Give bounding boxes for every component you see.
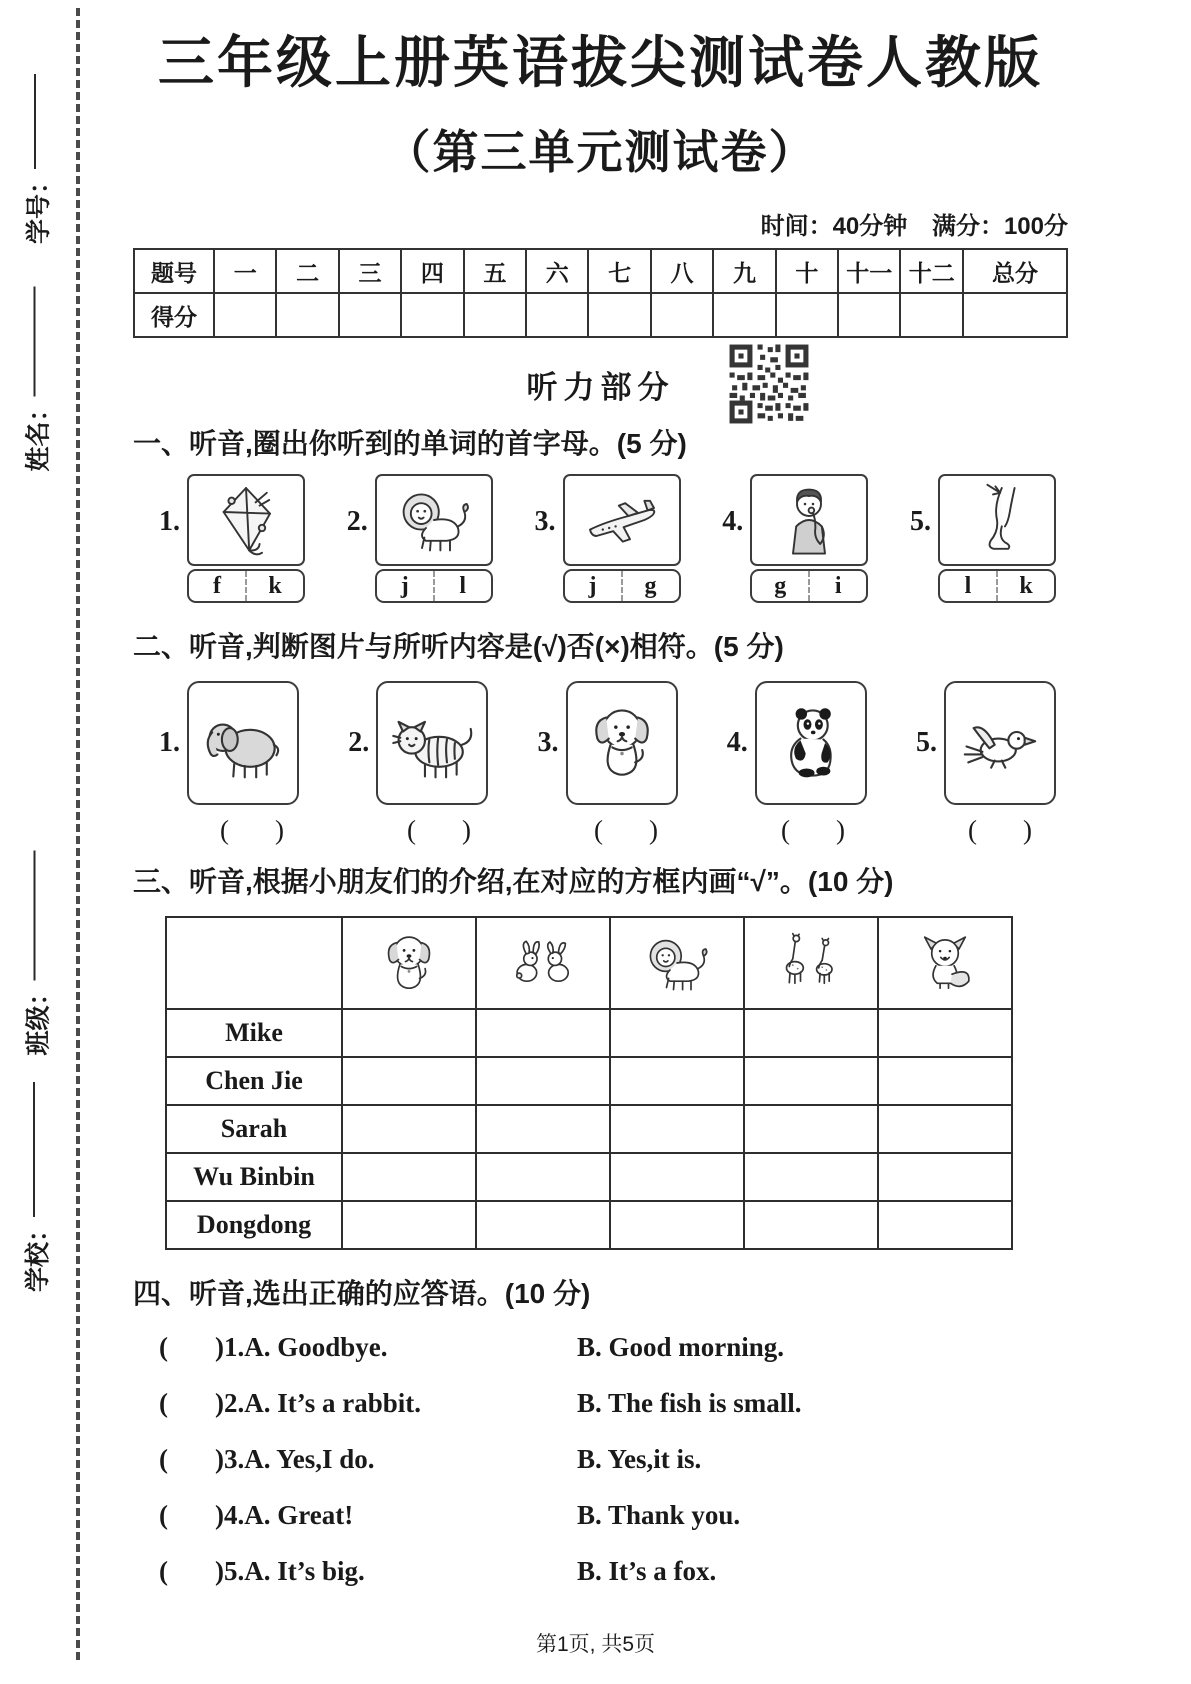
answer-cell [342,1009,476,1057]
section2-title: 二、听音,判断图片与所听内容是(√)否(×)相符。(5 分) [133,631,784,662]
table-row [166,1105,1012,1153]
question-row [133,1442,1068,1476]
write-line [33,287,35,397]
score-cell [900,293,963,337]
score-col: 二 [276,249,338,293]
paren-open: ( [968,815,977,845]
page-footer: 第1页, 共5页 [535,1633,656,1656]
item-number: 1. [159,727,180,758]
school-field [14,1082,58,1292]
name-label: 姓名： [24,396,53,472]
paren-open: ( [781,815,790,845]
section2-item [348,681,488,805]
letter-choice-box [187,569,305,603]
table-row [166,1201,1012,1249]
option-a: )4.A. Great! [215,1500,354,1530]
item-number: 2. [348,727,370,758]
score-cell [464,293,526,337]
rabbits-icon [476,917,610,1009]
paren-close: ) [836,815,845,845]
answer-cell [878,1153,1012,1201]
paren-open: ( [407,815,416,845]
score-col: 四 [401,249,463,293]
score-cell [776,293,838,337]
section2-item [727,681,867,805]
letter-option: j [400,572,409,599]
score-table [133,248,1068,338]
answer-cell [342,1153,476,1201]
student-number-label: 学号： [25,168,53,244]
section1-item [910,474,1056,603]
section4-questions [133,1330,1068,1588]
score-col: 七 [588,249,650,293]
answer-cell [476,1153,610,1201]
student-name: Sarah [166,1105,342,1153]
answer-cell [476,1105,610,1153]
page-title: 三年级上册英语拔尖测试卷人教版 [158,31,1043,94]
section1-title: 一、听音,圈出你听到的单词的首字母。(5 分) [133,428,687,459]
class-label: 班级： [24,980,53,1056]
answer-cell [610,1201,744,1249]
letter-option: f [213,572,221,599]
lion-icon [375,474,493,566]
question-number: )2. [215,1388,245,1418]
item-number: 2. [346,505,368,537]
section1-items [133,462,1068,603]
letter-option: j [588,572,597,599]
write-line [33,1082,35,1217]
answer-cell [878,1201,1012,1249]
section2-item [916,681,1056,805]
score-cell [963,293,1067,337]
score-cell [339,293,401,337]
answer-bracket [720,815,869,846]
option-b: B. Good morning. [577,1332,785,1362]
score-cell [713,293,775,337]
name-field [15,287,59,472]
question-row [133,1498,1068,1532]
option-a: )5.A. It’s big. [215,1556,365,1586]
table-row [166,1057,1012,1105]
section3-header-row [166,917,1012,1009]
answer-cell [476,1201,610,1249]
letter-option: g [621,571,679,601]
answer-cell [878,1105,1012,1153]
student-name: Wu Binbin [166,1153,342,1201]
letter-option: l [964,572,972,599]
student-name: Chen Jie [166,1057,342,1105]
answer-cell [744,1201,878,1249]
question-number: )4. [215,1500,245,1530]
letter-option: l [433,571,491,601]
answer-bracket [346,815,495,846]
question-row [133,1386,1068,1420]
section4-title: 四、听音,选出正确的应答语。(10 分) [133,1278,591,1309]
section1-item [159,474,305,603]
class-field [15,851,59,1056]
question-number: )5. [215,1556,245,1586]
answer-cell [744,1153,878,1201]
score-cell [276,293,338,337]
option-b: B. Thank you. [577,1500,741,1530]
answer-bracket [533,815,682,846]
section2-items [133,665,1068,805]
elephant-icon [187,681,299,805]
giraffes-icon [744,917,878,1009]
question-row [133,1330,1068,1364]
answer-cell [878,1057,1012,1105]
score-table-total: 总分 [963,249,1067,293]
score-cell [401,293,463,337]
table-row [166,1009,1012,1057]
answer-cell [476,1009,610,1057]
panda-icon [755,681,867,805]
kite-icon [187,474,305,566]
item-number: 5. [916,727,937,758]
answer-cell [610,1057,744,1105]
lion-icon [610,917,744,1009]
section2-item [159,681,299,805]
letter-option: i [808,571,866,601]
school-label: 学校： [24,1216,52,1292]
score-row-label: 得分 [134,293,214,337]
binding-dashed-line [76,8,80,1660]
score-col: 十一 [838,249,900,293]
page-subtitle: （第三单元测试卷） [384,126,817,178]
student-name: Mike [166,1009,342,1057]
section1-item [347,474,493,603]
letter-option: k [245,571,303,601]
answer-cell [744,1105,878,1153]
exam-full-score: 满分：100分 [931,213,1068,240]
section1-item [535,474,681,603]
answer-cell [610,1105,744,1153]
exam-meta [133,206,1068,241]
section3-title: 三、听音,根据小朋友们的介绍,在对应的方框内画“√”。(10 分) [133,866,894,897]
score-cell [588,293,650,337]
question-row [133,1554,1068,1588]
letter-choice-box [750,569,868,603]
paren-close: ) [462,815,471,845]
paren-close: ) [275,815,284,845]
score-col: 五 [464,249,526,293]
score-col: 十 [776,249,838,293]
leg-icon [938,474,1056,566]
score-table-corner: 题号 [134,249,214,293]
qr-code [707,342,831,426]
paren-open: ( [159,1332,168,1362]
item-number: 5. [910,505,931,537]
fox-icon [878,917,1012,1009]
item-number: 3. [537,727,559,758]
item-number: 3. [534,505,556,537]
section3-corner-cell [166,917,342,1009]
student-name: Dongdong [166,1201,342,1249]
table-row [166,1153,1012,1201]
option-a: )1.A. Goodbye. [215,1332,388,1362]
item-number: 4. [722,505,744,537]
score-table-header-row [134,249,1067,293]
section1-item [722,474,868,603]
paren-open: ( [594,815,603,845]
answer-cell [342,1201,476,1249]
answer-cell [878,1009,1012,1057]
section2-item [538,681,678,805]
student-number-field [15,74,59,244]
boy-icon [750,474,868,566]
paren-close: ) [649,815,658,845]
paren-open: ( [159,1500,168,1530]
score-table-score-row [134,293,1067,337]
paren-open: ( [159,1444,168,1474]
score-col: 九 [713,249,775,293]
answer-cell [610,1009,744,1057]
score-col: 三 [339,249,401,293]
letter-choice-box [938,569,1056,603]
score-col: 六 [526,249,588,293]
plane-icon [563,474,681,566]
option-b: B. The fish is small. [577,1388,802,1418]
option-b: B. Yes,it is. [577,1444,702,1474]
paren-open: ( [159,1556,168,1586]
section2-answer-brackets [133,805,1068,846]
dog-icon [566,681,678,805]
answer-cell [744,1057,878,1105]
listening-section-header [133,340,1068,426]
paren-close: ) [1023,815,1032,845]
score-col: 八 [651,249,713,293]
option-a: )3.A. Yes,I do. [215,1444,375,1474]
answer-cell [342,1057,476,1105]
listening-heading: 听力部分 [526,370,675,405]
item-number: 1. [159,505,180,537]
question-number: )1. [215,1332,245,1362]
tiger-icon [376,681,488,805]
score-cell [214,293,276,337]
letter-option: g [774,572,787,599]
paren-open: ( [220,815,229,845]
letter-choice-box [563,569,681,603]
score-col: 十二 [900,249,963,293]
bird-icon [944,681,1056,805]
answer-cell [476,1057,610,1105]
score-col: 一 [214,249,276,293]
score-cell [651,293,713,337]
score-cell [838,293,900,337]
letter-choice-box [375,569,493,603]
question-number: )3. [215,1444,245,1474]
answer-cell [342,1105,476,1153]
answer-cell [610,1153,744,1201]
dog-icon [342,917,476,1009]
section3-table [165,916,1013,1250]
answer-bracket [907,815,1056,846]
option-a: )2.A. It’s a rabbit. [215,1388,422,1418]
option-b: B. It’s a fox. [577,1556,717,1586]
score-cell [526,293,588,337]
answer-bracket [159,815,308,846]
exam-time: 时间：40分钟 [760,213,908,240]
write-line [34,74,36,169]
answer-cell [744,1009,878,1057]
write-line [33,851,35,981]
letter-option: k [996,571,1054,601]
paren-open: ( [159,1388,168,1418]
item-number: 4. [726,727,748,758]
